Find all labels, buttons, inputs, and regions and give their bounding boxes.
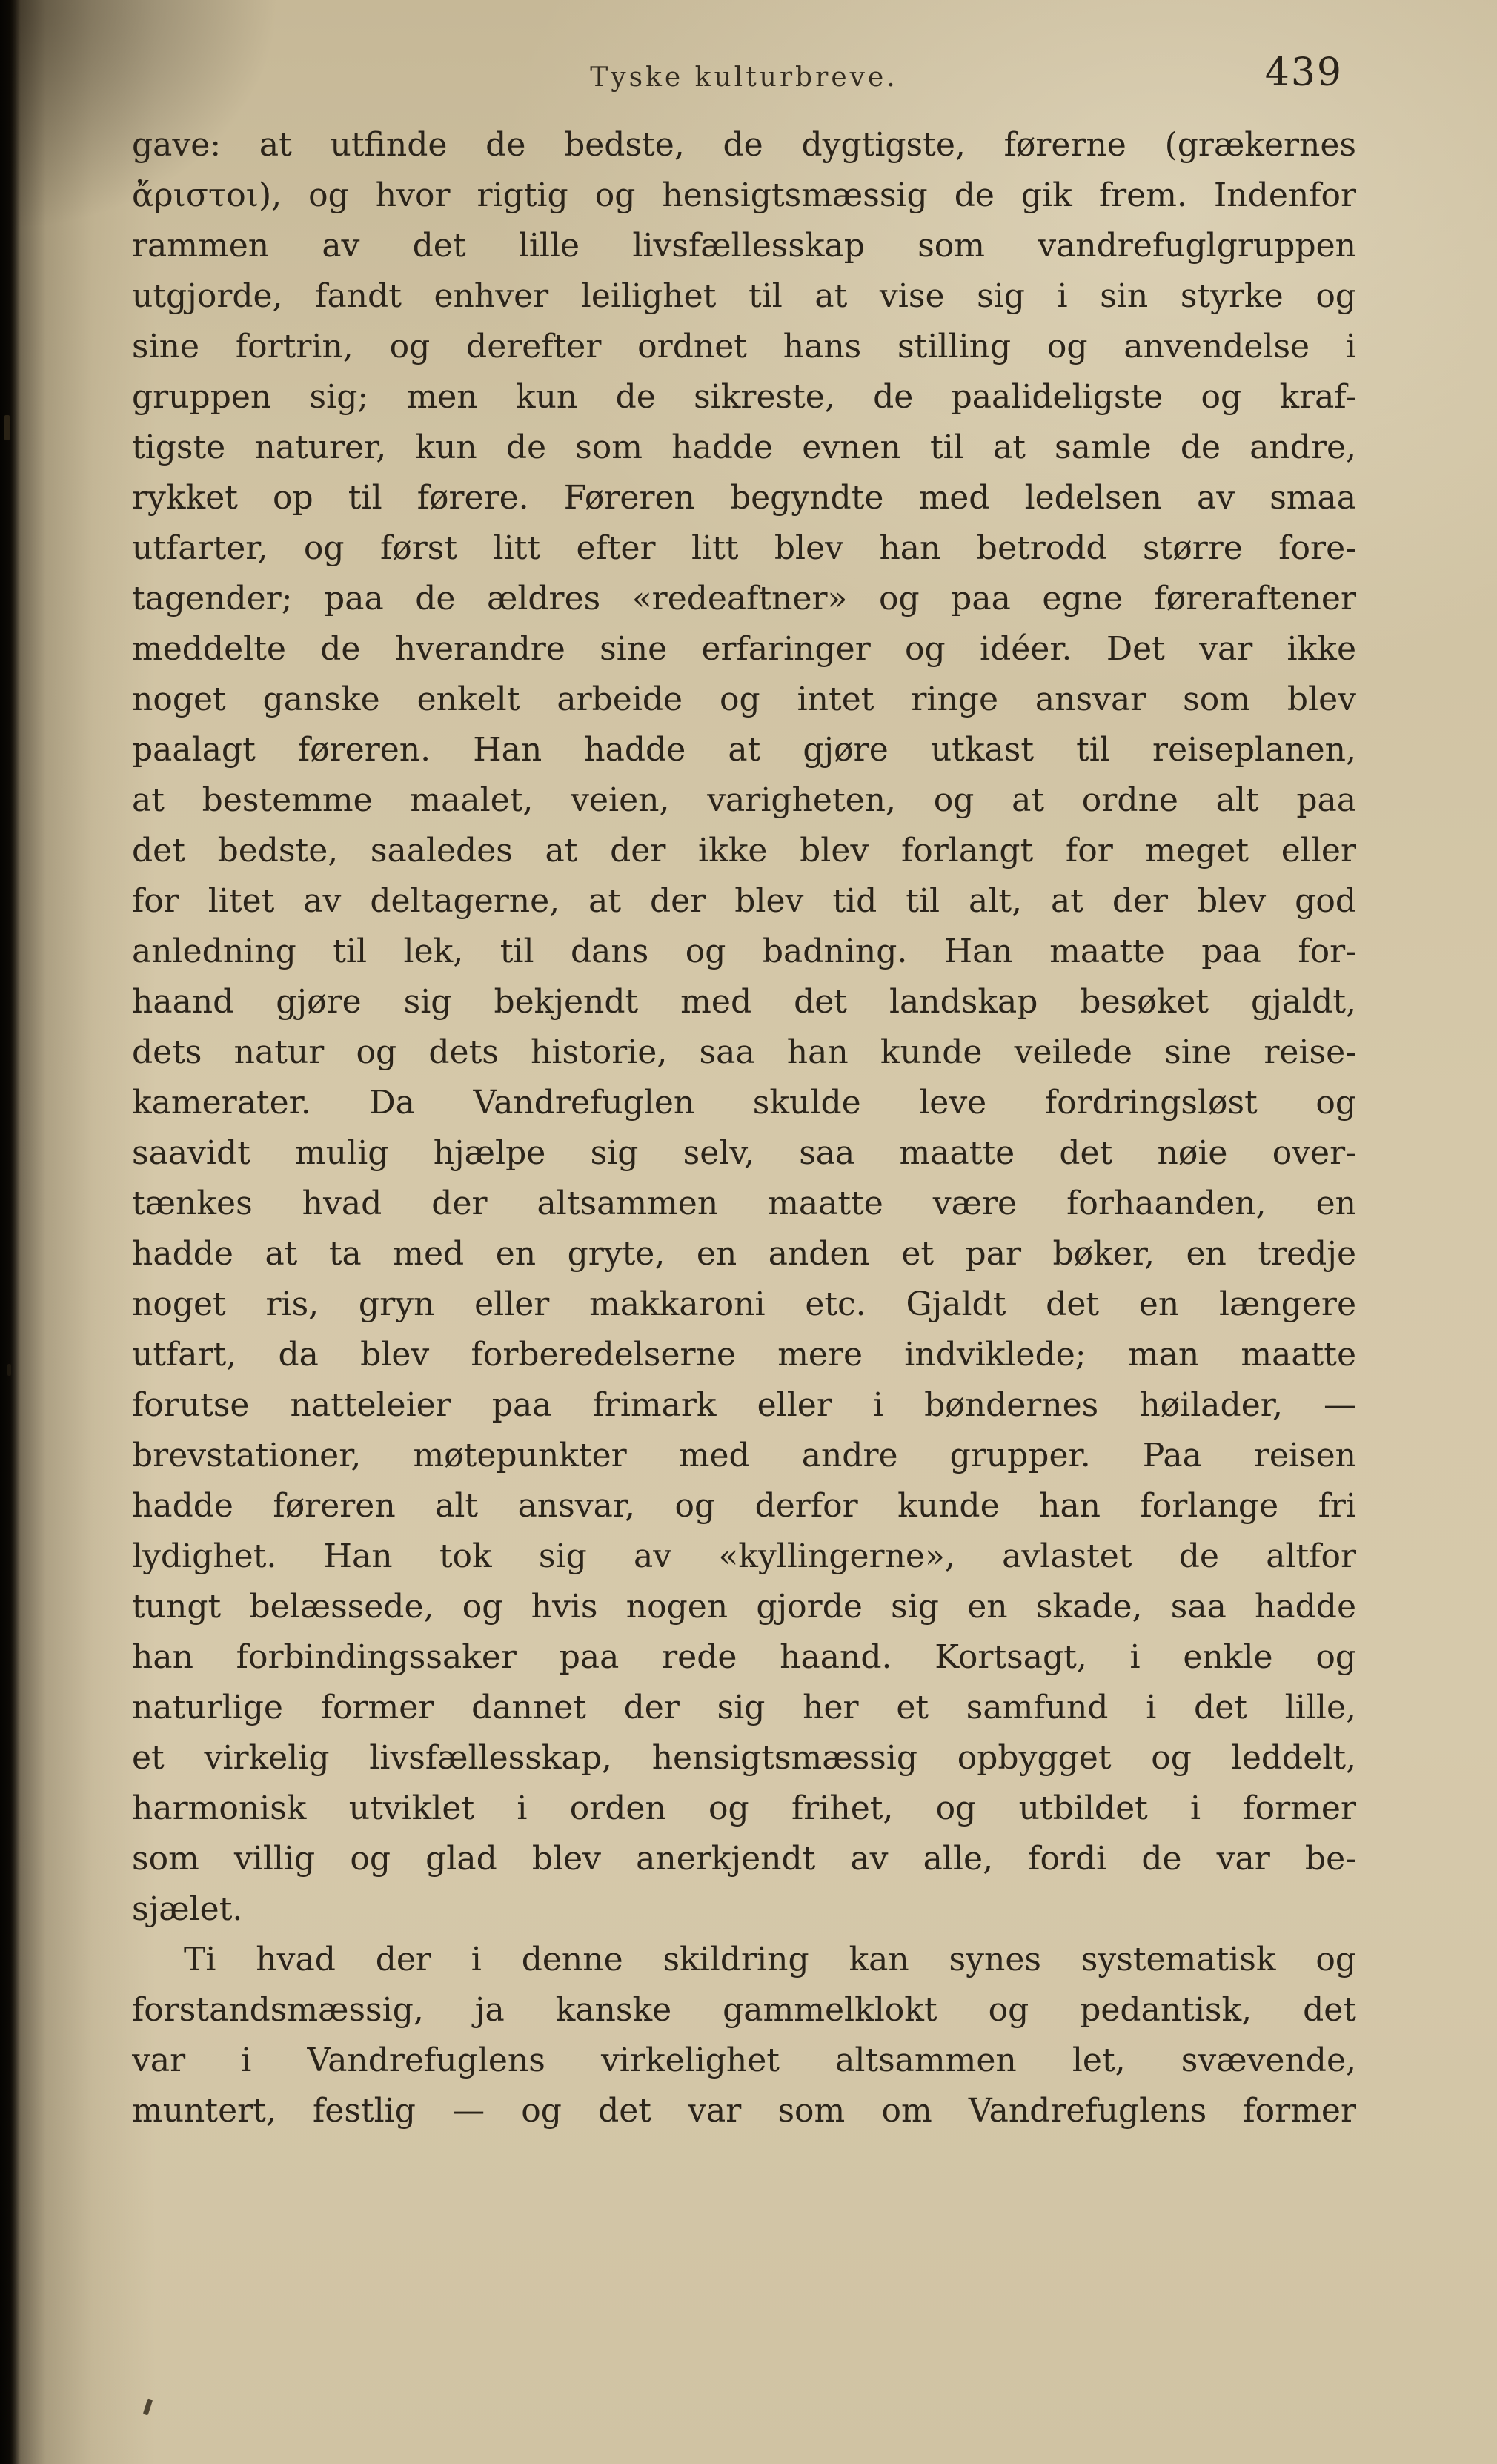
paper-speck: [143, 2398, 153, 2415]
text-line: haand gjøre sig bekjendt med det landskap besøket gjaldt,: [132, 983, 1356, 1021]
text-line: noget ris, gryn eller makkaroni etc. Gjaldt det en længere: [132, 1285, 1356, 1323]
text-line: var i Vandrefuglens virkelighet altsammen let, svævende,: [132, 2041, 1356, 2079]
text-line: naturlige former dannet der sig her et samfund i det lille,: [132, 1689, 1356, 1726]
page-number: 439: [1264, 50, 1343, 95]
text-line: hadde at ta med en gryte, en anden et par bøker, en tredje: [132, 1235, 1356, 1273]
text-line: saavidt mulig hjælpe sig selv, saa maatte det nøie over-: [132, 1134, 1356, 1172]
running-title: Tyske kulturbreve.: [590, 62, 898, 93]
text-line: et virkelig livsfællesskap, hensigtsmæssig opbygget og leddelt,: [132, 1739, 1356, 1777]
paragraph: [132, 120, 1356, 1935]
text-line: utfart, da blev forberedelserne mere indviklede; man maatte: [132, 1336, 1356, 1374]
text-line: rammen av det lille livsfællesskap som vandrefuglgruppen: [132, 227, 1356, 265]
text-line: sjælet.: [132, 1890, 243, 1928]
text-line: hadde føreren alt ansvar, og derfor kunde han forlange fri: [132, 1487, 1356, 1525]
text-line: forutse natteleier paa frimark eller i bøndernes høilader, —: [132, 1386, 1356, 1424]
paper-speck: [4, 415, 10, 440]
paper-speck: [7, 1364, 11, 1376]
text-line: at bestemme maalet, veien, varigheten, og at ordne alt paa: [132, 781, 1356, 819]
text-line: som villig og glad blev anerkjendt av alle, fordi de var be-: [132, 1840, 1356, 1878]
text-line: ἄριστοι), og hvor rigtig og hensigtsmæssig de gik frem. Indenfor: [132, 176, 1356, 214]
text-line: tagender; paa de ældres «redeaftner» og paa egne føreraftener: [132, 580, 1356, 617]
text-line: brevstationer, møtepunkter med andre grupper. Paa reisen: [132, 1437, 1356, 1474]
body-text: [132, 120, 1356, 2136]
page-header: [132, 50, 1356, 113]
text-line: utgjorde, fandt enhver leilighet til at vise sig i sin styrke og: [132, 277, 1356, 315]
binding-shadow: [0, 0, 19, 2464]
text-line: anledning til lek, til dans og badning. Han maatte paa for-: [132, 933, 1356, 970]
text-line: gruppen sig; men kun de sikreste, de paalideligste og kraf-: [132, 378, 1356, 416]
text-line: dets natur og dets historie, saa han kunde veilede sine reise-: [132, 1033, 1356, 1071]
text-line: tungt belæssede, og hvis nogen gjorde sig en skade, saa hadde: [132, 1588, 1356, 1626]
paragraph: [132, 1935, 1356, 2136]
text-line: utfarter, og først litt efter litt blev han betrodd større fore-: [132, 529, 1356, 567]
text-line: paalagt føreren. Han hadde at gjøre utkast til reiseplanen,: [132, 731, 1356, 769]
text-line: forstandsmæssig, ja kanske gammelklokt og pedantisk, det: [132, 1991, 1356, 2029]
text-line: harmonisk utviklet i orden og frihet, og utbildet i former: [132, 1789, 1356, 1827]
text-line: lydighet. Han tok sig av «kyllingerne», avlastet de altfor: [132, 1537, 1356, 1575]
text-line: for litet av deltagerne, at der blev tid til alt, at der blev god: [132, 882, 1356, 920]
text-line: kamerater. Da Vandrefuglen skulde leve fordringsløst og: [132, 1084, 1356, 1122]
text-line: meddelte de hverandre sine erfaringer og idéer. Det var ikke: [132, 630, 1356, 668]
text-line: muntert, festlig — og det var som om Vandrefuglens former: [132, 2092, 1356, 2130]
text-line: han forbindingssaker paa rede haand. Kortsagt, i enkle og: [132, 1638, 1356, 1676]
text-line: rykket op til førere. Føreren begyndte med ledelsen av smaa: [132, 479, 1356, 517]
text-line: tænkes hvad der altsammen maatte være forhaanden, en: [132, 1185, 1356, 1222]
text-line: sine fortrin, og derefter ordnet hans stilling og anvendelse i: [132, 328, 1356, 365]
text-line: gave: at utfinde de bedste, de dygtigste, førerne (grækernes: [132, 126, 1356, 164]
text-line: Ti hvad der i denne skildring kan synes systematisk og: [184, 1941, 1356, 1978]
text-line: tigste naturer, kun de som hadde evnen til at samle de andre,: [132, 428, 1356, 466]
text-line: noget ganske enkelt arbeide og intet ringe ansvar som blev: [132, 680, 1356, 718]
text-line: det bedste, saaledes at der ikke blev forlangt for meget eller: [132, 832, 1356, 870]
